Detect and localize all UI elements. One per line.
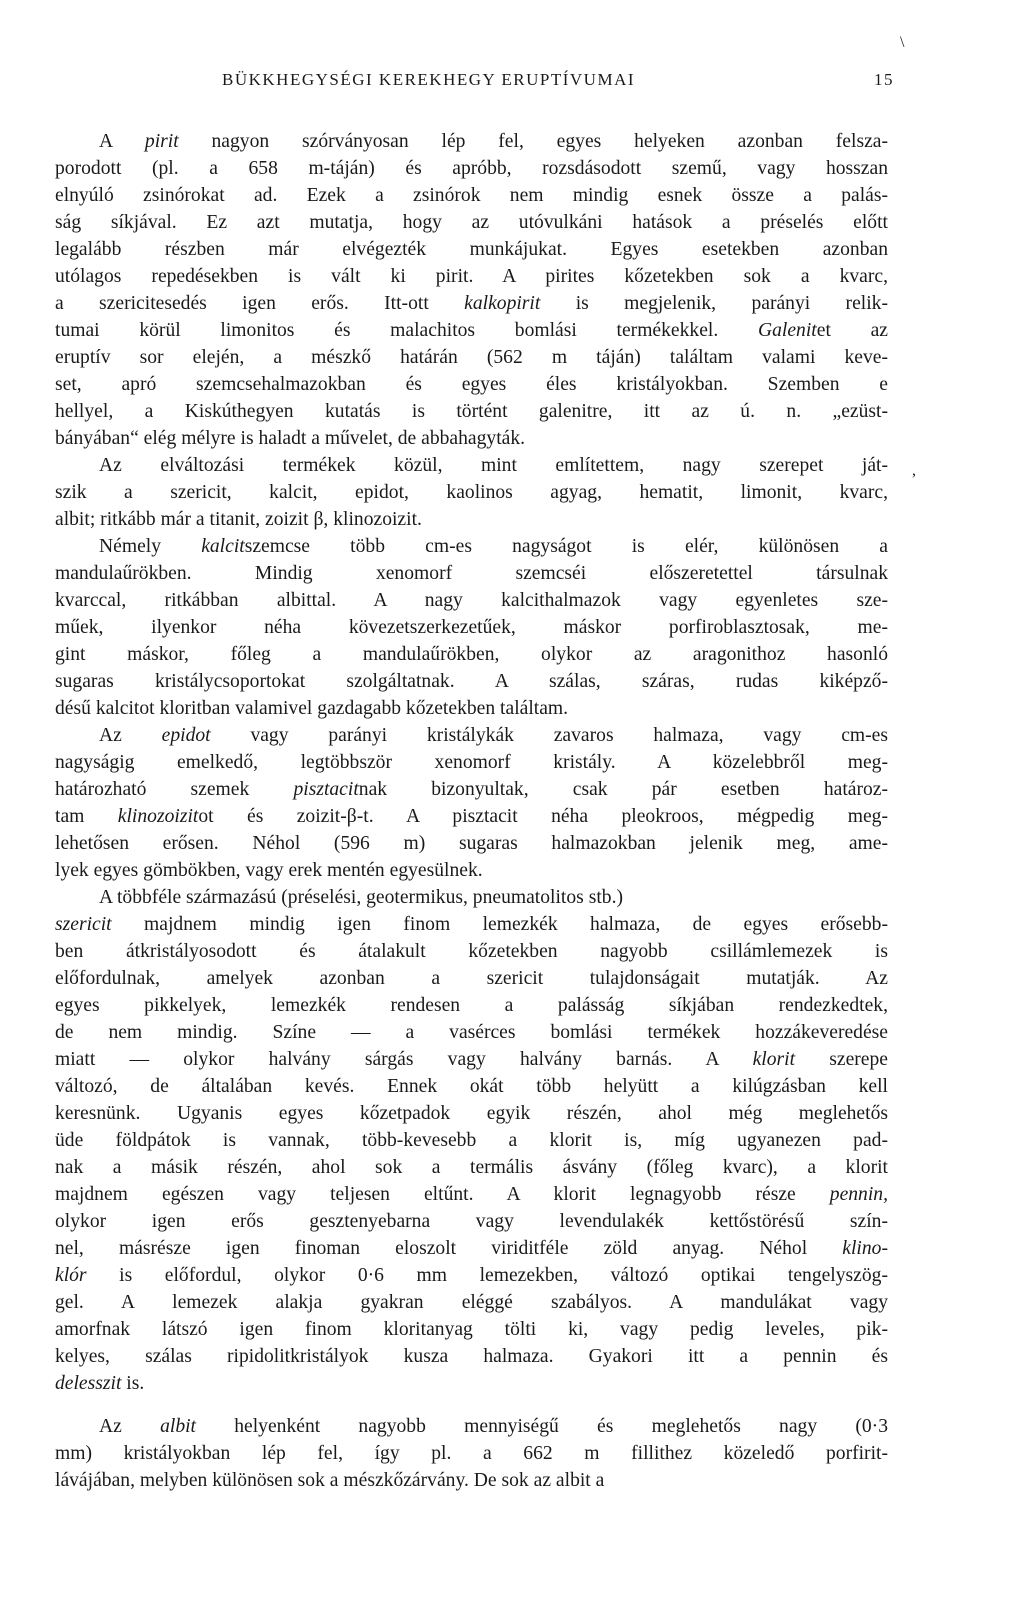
text-line: tam klinozoizitot és zoizit-β-t. A pisztacit néha pleokroos, mégpedig meg- bbox=[55, 806, 889, 827]
text-line: a szericitesedés igen erős. Itt-ott kalkopirit is megjelenik, parányi relik- bbox=[55, 293, 888, 314]
italic-term: Galenit bbox=[757, 320, 817, 341]
italic-term: albit bbox=[160, 1416, 197, 1437]
italic-term: klór bbox=[55, 1265, 87, 1286]
text-line: eruptív sor elején, a mészkő határán (562 m táján) találtam valami keve- bbox=[55, 347, 888, 368]
text-line: lehetősen erősen. Néhol (596 m) sugaras halmazokban jelenik meg, ame- bbox=[55, 833, 888, 854]
italic-term: kalkopirit bbox=[464, 293, 541, 314]
italic-term: delesszit bbox=[55, 1373, 122, 1394]
text-line: miatt — olykor halvány sárgás vagy halvány barnás. A klorit szerepe bbox=[55, 1049, 888, 1070]
text-line: tumai körül limonitos és malachitos bomlási termékekkel. Galenitet az bbox=[55, 320, 888, 341]
text-line: Némely kalcitszemcse több cm-es nagyságot is elér, különösen a bbox=[99, 536, 888, 557]
text-line: műek, ilyenkor néha kövezetszerkezetűek, máskor porfiroblasztosak, me- bbox=[55, 617, 888, 638]
text-line: legalább részben már elvégezték munkájukat. Egyes esetekben azonban bbox=[55, 239, 888, 260]
paragraph bbox=[55, 911, 888, 1397]
margin-mark: , bbox=[912, 462, 916, 479]
text-line: nel, másrésze igen finoman eloszolt viriditféle zöld anyag. Néhol klino- bbox=[55, 1238, 888, 1259]
text-line: désű kalcitot kloritban valamivel gazdagabb kőzetekben találtam. bbox=[55, 698, 569, 719]
text-line: A pirit nagyon szórványosan lép fel, egyes helyeken azonban felsza- bbox=[99, 131, 888, 152]
text-line: szik a szericit, kalcit, epidot, kaolinos agyag, hematit, limonit, kvarc, bbox=[55, 482, 888, 503]
text-line: sugaras kristálycsoportokat szolgáltatnak. A szálas, száras, rudas kiképző- bbox=[55, 671, 888, 692]
text-line: bányában“ elég mélyre is haladt a művelet, de abbahagyták. bbox=[55, 428, 526, 449]
paragraph bbox=[55, 722, 888, 884]
text-line: kvarccal, ritkábban albittal. A nagy kalcithalmazok vagy egyenletes sze- bbox=[55, 590, 888, 611]
italic-term: pirit bbox=[144, 131, 179, 152]
text-line: előfordulnak, amelyek azonban a szericit tulajdonságait mutatják. Az bbox=[55, 968, 888, 989]
header-title: BÜKKHEGYSÉGI KEREKHEGY ERUPTÍVUMAI bbox=[222, 70, 636, 89]
text-line: albit; ritkább már a titanit, zoizit β, klinozoizit. bbox=[55, 509, 422, 530]
text-line: lyek egyes gömbökben, vagy erek mentén egyesülnek. bbox=[55, 860, 483, 881]
text-line: nak a másik részén, ahol sok a termális ásvány (főleg kvarc), a klorit bbox=[55, 1157, 888, 1178]
text-line: set, apró szemcsehalmazokban és egyes éles kristályokban. Szemben e bbox=[55, 374, 888, 395]
paragraph bbox=[55, 884, 888, 911]
page-number: 15 bbox=[874, 70, 894, 89]
italic-term: epidot bbox=[161, 725, 211, 746]
text-line: porodott (pl. a 658 m-táján) és apróbb, rozsdásodott szemű, vagy hosszan bbox=[55, 158, 888, 179]
text-line: gint máskor, főleg a mandulaűrökben, olykor az aragonithoz hasonló bbox=[55, 644, 888, 665]
italic-term: kalcit bbox=[201, 536, 245, 557]
top-right-mark: \ bbox=[900, 34, 905, 51]
italic-term: klinozoizit bbox=[117, 806, 199, 827]
text-line: Az elváltozási termékek közül, mint említettem, nagy szerepet ját- bbox=[99, 455, 888, 476]
text-line: delesszit is. bbox=[55, 1373, 145, 1394]
text-line: lávájában, melyben különösen sok a mészkőzárvány. De sok az albit a bbox=[55, 1470, 605, 1491]
text-line: klór is előfordul, olykor 0·6 mm lemezekben, változó optikai tengelyszög- bbox=[55, 1265, 888, 1286]
text-line: de nem mindig. Színe — a vasérces bomlási termékek hozzákeveredése bbox=[55, 1022, 888, 1043]
paragraph bbox=[55, 1413, 888, 1494]
text-line: olykor igen erős gesztenyebarna vagy levendulakék kettőstörésű szín- bbox=[55, 1211, 888, 1232]
text-line: ság síkjával. Ez azt mutatja, hogy az utóvulkáni hatások a préselés előtt bbox=[55, 212, 888, 233]
text-line: A többféle származású (préselési, geotermikus, pneumatolitos stb.) bbox=[99, 887, 623, 908]
paragraph bbox=[55, 533, 888, 722]
text-line: mm) kristályokban lép fel, így pl. a 662 m fillithez közeledő porfirit- bbox=[55, 1443, 888, 1464]
paragraph bbox=[55, 128, 888, 452]
text-line: elnyúló zsinórokat ad. Ezek a zsinórok nem mindig esnek össze a palás- bbox=[55, 185, 888, 206]
text-line: szericit majdnem mindig igen finom lemezkék halmaza, de egyes erősebb- bbox=[55, 914, 888, 935]
text-line: ben átkristályosodott és átalakult kőzetekben nagyobb csillámlemezek is bbox=[55, 941, 888, 962]
italic-term: pennin, bbox=[829, 1184, 888, 1205]
paragraph bbox=[55, 452, 888, 533]
text-line: keresnünk. Ugyanis egyes kőzetpadok egyik részén, ahol még meglehetős bbox=[55, 1103, 888, 1124]
text-line: üde földpátok is vannak, több-kevesebb a klorit is, míg ugyanezen pad- bbox=[55, 1130, 888, 1151]
text-line: egyes pikkelyek, lemezkék rendesen a palásság síkjában rendezkedtek, bbox=[55, 995, 888, 1016]
text-line: Az epidot vagy parányi kristálykák zavaros halmaza, vagy cm-es bbox=[99, 725, 889, 746]
text-line: nagyságig emelkedő, legtöbbször xenomorf kristály. A közelebbről meg- bbox=[55, 752, 888, 773]
text-line: Az albit helyenként nagyobb mennyiségű és meglehetős nagy (0·3 bbox=[99, 1416, 889, 1437]
text-line: határozható szemek pisztacitnak bizonyultak, csak pár esetben határoz- bbox=[55, 779, 889, 800]
italic-term: szericit bbox=[55, 914, 112, 935]
text-line: majdnem egészen vagy teljesen eltűnt. A klorit legnagyobb része pennin, bbox=[55, 1184, 888, 1205]
body-text bbox=[55, 128, 888, 1494]
text-line: amorfnak látszó igen finom kloritanyag tölti ki, vagy pedig leveles, pik- bbox=[55, 1319, 888, 1340]
text-line: változó, de általában kevés. Ennek okát több helyütt a kilúgzásban kell bbox=[55, 1076, 888, 1097]
text-line: hellyel, a Kiskúthegyen kutatás is történt galenitre, itt az ú. n. „ezüst- bbox=[55, 401, 888, 422]
italic-term: pisztacit bbox=[293, 779, 359, 800]
text-line: utólagos repedésekben is vált ki pirit. A pirites kőzetekben sok a kvarc, bbox=[55, 266, 888, 287]
text-line: kelyes, szálas ripidolitkristályok kusza halmaza. Gyakori itt a pennin és bbox=[55, 1346, 888, 1367]
italic-term: klino- bbox=[842, 1238, 888, 1259]
italic-term: klorit bbox=[752, 1049, 796, 1070]
text-line: mandulaűrökben. Mindig xenomorf szemcséi előszeretettel társulnak bbox=[55, 563, 888, 584]
text-line: gel. A lemezek alakja gyakran eléggé szabályos. A mandulákat vagy bbox=[55, 1292, 888, 1313]
